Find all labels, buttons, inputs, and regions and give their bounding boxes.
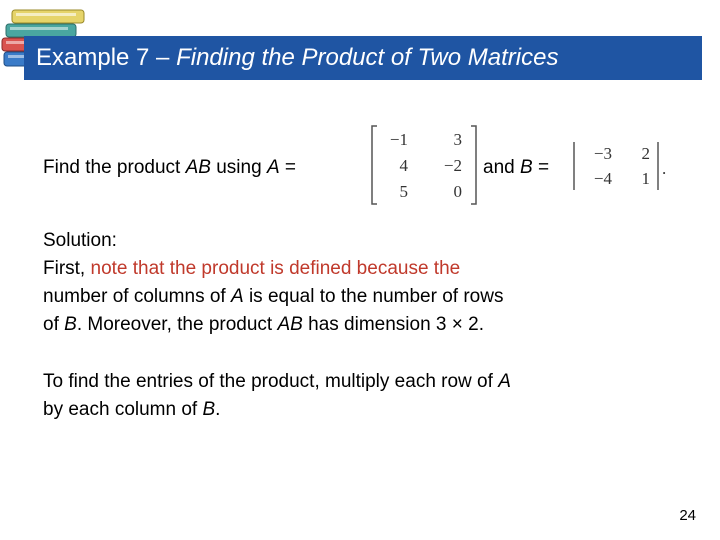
var-a: A: [498, 371, 511, 392]
matrix-a-cell: 3: [453, 130, 462, 149]
title-part1: Example 7 –: [36, 44, 177, 71]
highlight-text: note that the product is defined because the: [90, 258, 461, 279]
var-b: B: [64, 314, 77, 335]
matrix-a: [370, 124, 478, 206]
solution-heading: Solution:: [43, 230, 117, 251]
equals-sign: =: [279, 157, 296, 178]
matrix-b-cell: −4: [593, 169, 612, 188]
matrix-a-cell: 4: [399, 156, 408, 175]
matrix-b: [570, 140, 670, 192]
and-b-label: [483, 154, 549, 182]
matrix-b-cell: −3: [593, 144, 612, 163]
page-number: 24: [679, 507, 696, 524]
problem-using: using: [210, 157, 267, 178]
line-text: To find the entries of the product, multiply each row of: [43, 371, 499, 392]
line-text: . Moreover, the product: [76, 314, 278, 335]
var-ab: AB: [277, 314, 303, 335]
matrix-a-cell: −2: [443, 156, 462, 175]
title-bar: [24, 36, 702, 80]
problem-statement: [43, 154, 296, 182]
solution-paragraph: [43, 227, 503, 339]
first-text: First,: [43, 258, 91, 279]
matrix-a-cell: −1: [389, 130, 408, 149]
var-b: B: [202, 399, 216, 420]
problem-prefix: Find the product: [43, 157, 186, 178]
and-text: and: [483, 157, 520, 178]
solution-line-2: [43, 283, 503, 311]
matrix-a-cell: 5: [399, 182, 408, 201]
line-text: is equal to the number of rows: [243, 286, 504, 307]
var-a: A: [266, 157, 280, 178]
solution-line-1: [43, 255, 503, 283]
title-part2: Finding the Product of Two Matrices: [176, 44, 559, 71]
line-text: number of columns of: [43, 286, 231, 307]
entries-paragraph: [43, 368, 511, 424]
entries-line-2: [43, 396, 511, 424]
matrix-b-cell: 2: [641, 144, 650, 163]
var-a: A: [230, 286, 244, 307]
period: .: [662, 159, 667, 178]
slide-title: [36, 44, 558, 72]
matrix-b-cell: 1: [641, 169, 650, 188]
equals-sign: =: [532, 157, 550, 178]
var-b: B: [519, 157, 533, 178]
line-text: of: [43, 314, 65, 335]
solution-line-3: [43, 311, 503, 339]
line-text: has dimension 3 × 2.: [302, 314, 484, 335]
entries-line-1: [43, 368, 511, 396]
var-ab: AB: [185, 157, 211, 178]
line-text: .: [215, 399, 221, 420]
line-text: by each column of: [43, 399, 203, 420]
matrix-a-cell: 0: [453, 182, 462, 201]
